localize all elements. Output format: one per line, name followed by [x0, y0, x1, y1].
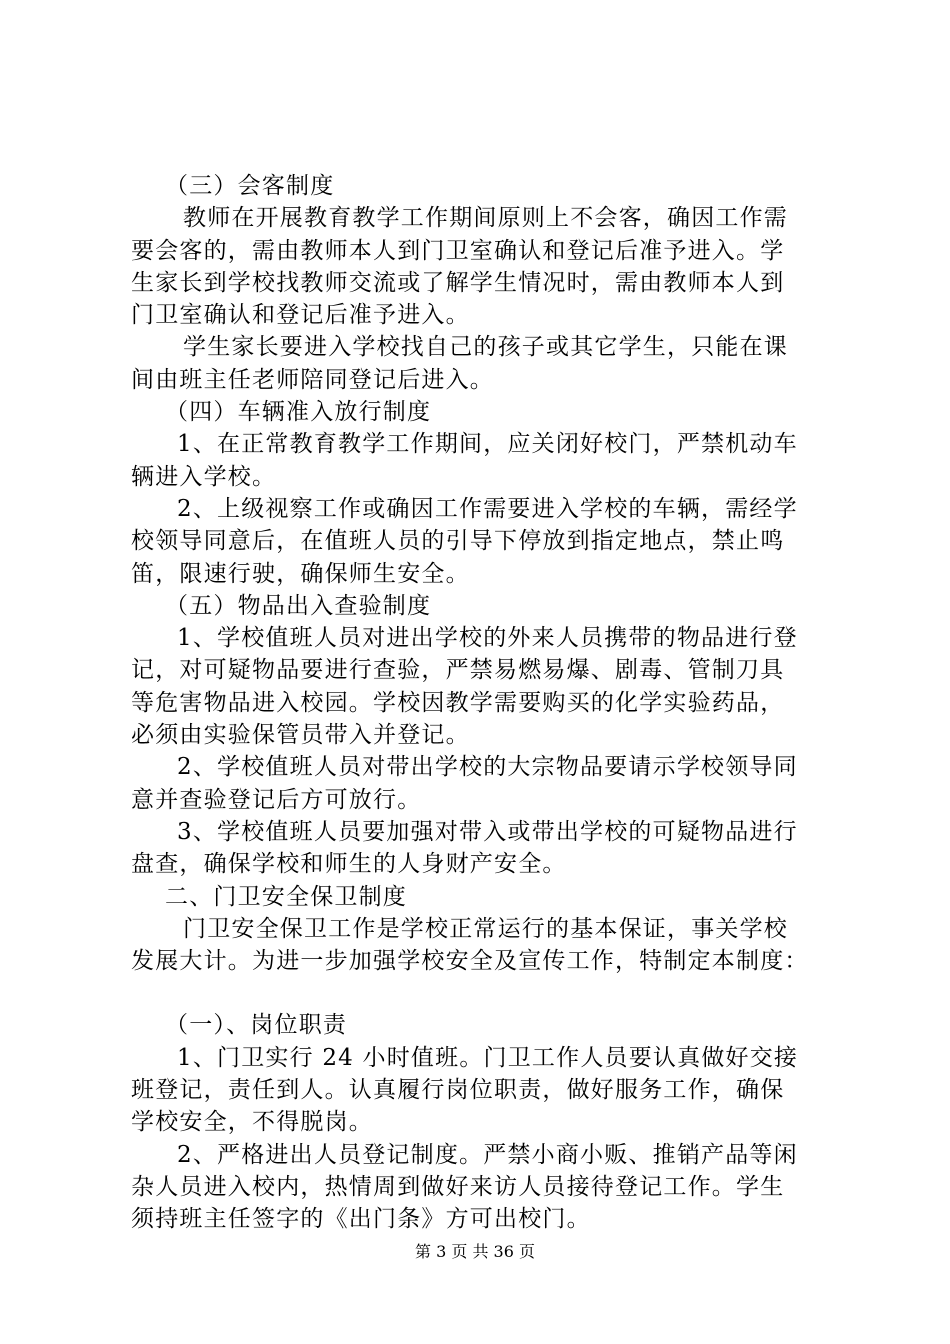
paragraph-line: 3、学校值班人员要加强对带入或带出学校的可疑物品进行	[177, 818, 798, 845]
section-heading-reception: （三）会客制度	[165, 173, 335, 199]
paragraph-line: 辆进入学校。	[131, 463, 277, 490]
paragraph-line: 门卫安全保卫工作是学校正常运行的基本保证，事关学校	[183, 915, 788, 942]
paragraph-line: 杂人员进入校内，热情周到做好来访人员接待登记工作。学生	[131, 1173, 785, 1200]
paragraph-line: 要会客的，需由教师本人到门卫室确认和登记后准予进入。学	[131, 237, 785, 264]
paragraph-line: 盘查，确保学校和师生的人身财产安全。	[131, 851, 567, 878]
blank-line	[131, 977, 841, 1009]
section-heading-duties: （一）、岗位职责	[165, 1012, 348, 1039]
paragraph-line: 等危害物品进入校园。学校因教学需要购买的化学实验药品，	[131, 689, 785, 716]
paragraph-line: 学生家长要进入学校找自己的孩子或其它学生，只能在课	[183, 334, 788, 361]
paragraph-line: 发展大计。为进一步加强学校安全及宣传工作，特制定本制度：	[131, 948, 809, 975]
paragraph-line: 2、上级视察工作或确因工作需要进入学校的车辆，需经学	[177, 495, 798, 522]
page-footer: 第 3 页 共 36 页	[415, 1242, 535, 1261]
paragraph-line: 意并查验登记后方可放行。	[131, 786, 422, 813]
paragraph-line: 1、学校值班人员对进出学校的外来人员携带的物品进行登	[177, 625, 798, 652]
paragraph-line: 生家长到学校找教师交流或了解学生情况时，需由教师本人到	[131, 269, 785, 296]
paragraph-line: 2、学校值班人员对带出学校的大宗物品要请示学校领导同	[177, 754, 798, 781]
section-heading-gatekeeping: 二、门卫安全保卫制度	[165, 883, 407, 910]
paragraph-line: 2、严格进出人员登记制度。严禁小商小贩、推销产品等闲	[177, 1141, 798, 1168]
section-heading-vehicles: （四）车辆准入放行制度	[165, 399, 432, 426]
paragraph-line: 1、门卫实行 24 小时值班。门卫工作人员要认真做好交接	[177, 1044, 799, 1071]
paragraph-line: 班登记，责任到人。认真履行岗位职责，做好服务工作，确保	[131, 1077, 785, 1104]
paragraph-line: 校领导同意后，在值班人员的引导下停放到指定地点，禁止鸣	[131, 528, 785, 555]
paragraph-line: 间由班主任老师陪同登记后进入。	[131, 366, 494, 393]
paragraph-line: 须持班主任签字的《出门条》方可出校门。	[131, 1206, 591, 1233]
paragraph-line: 笛，限速行驶，确保师生安全。	[131, 560, 470, 587]
paragraph-line: 教师在开展教育教学工作期间原则上不会客，确因工作需	[183, 205, 788, 232]
document-body	[131, 170, 841, 1236]
paragraph-line: 门卫室确认和登记后准予进入。	[131, 302, 470, 329]
paragraph-line: 1、在正常教育教学工作期间，应关闭好校门，严禁机动车	[177, 431, 798, 458]
paragraph-line: 学校安全，不得脱岗。	[131, 1109, 373, 1136]
paragraph-line: 记，对可疑物品要进行查验，严禁易燃易爆、剧毒、管制刀具	[131, 657, 785, 684]
section-heading-items: （五）物品出入查验制度	[165, 592, 432, 619]
paragraph-line: 必须由实验保管员带入并登记。	[131, 722, 470, 749]
